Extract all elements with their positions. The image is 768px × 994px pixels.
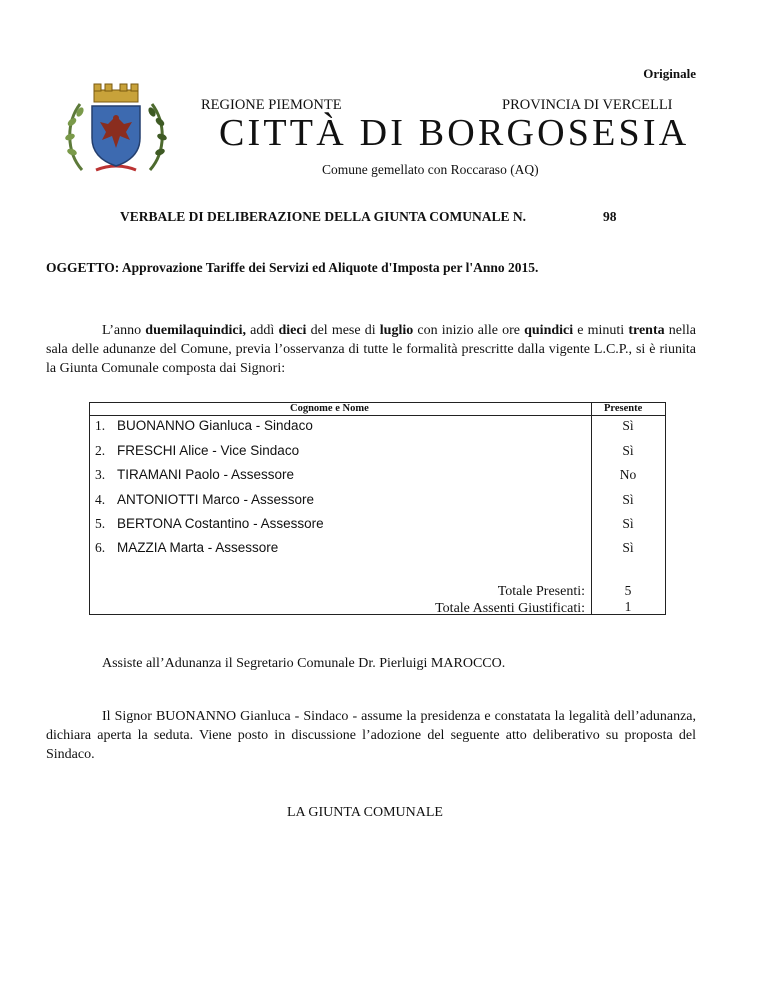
intro-text: del mese di bbox=[306, 323, 380, 338]
total-present-label: Totale Presenti: bbox=[497, 584, 585, 599]
intro-minutes: trenta bbox=[628, 323, 665, 338]
totals-labels bbox=[435, 583, 585, 617]
member-name: MAZZIA Marta - Assessore bbox=[117, 540, 279, 555]
section-heading: LA GIUNTA COMUNALE bbox=[287, 805, 443, 820]
twinned-note: Comune gemellato con Roccaraso (AQ) bbox=[322, 162, 539, 177]
secretary-statement: Assiste all’Adunanza il Segretario Comunale Dr. Pierluigi MAROCCO. bbox=[102, 656, 506, 671]
verbale-number: 98 bbox=[603, 209, 617, 224]
coat-of-arms-icon bbox=[62, 82, 170, 180]
member-present: Sì bbox=[622, 516, 634, 531]
total-absent-value: 1 bbox=[624, 599, 632, 614]
intro-hour: quindici bbox=[524, 323, 574, 338]
table-row bbox=[90, 492, 665, 512]
verbale-title: VERBALE DI DELIBERAZIONE DELLA GIUNTA COMUNALE N. bbox=[120, 209, 526, 224]
table-header-divider bbox=[90, 415, 665, 416]
member-name: FRESCHI Alice - Vice Sindaco bbox=[117, 443, 300, 458]
member-present: Sì bbox=[622, 418, 634, 433]
intro-text: addì bbox=[246, 323, 279, 338]
member-name: BUONANNO Gianluca - Sindaco bbox=[117, 418, 313, 433]
column-header-present: Presente bbox=[604, 403, 643, 414]
table-row bbox=[90, 540, 665, 560]
intro-text: e minuti bbox=[573, 323, 629, 338]
table-row bbox=[90, 467, 665, 487]
city-title: CITTÀ DI BORGOSESIA bbox=[219, 112, 690, 154]
row-number: 2. bbox=[95, 443, 106, 458]
intro-day: dieci bbox=[278, 323, 307, 338]
table-row bbox=[90, 418, 665, 438]
row-number: 6. bbox=[95, 540, 106, 555]
document-status: Originale bbox=[643, 66, 696, 81]
row-number: 3. bbox=[95, 467, 106, 482]
members-table bbox=[89, 402, 666, 615]
member-present: Sì bbox=[622, 492, 634, 507]
subject: OGGETTO: Approvazione Tariffe dei Servizi ed Aliquote d'Imposta per l'Anno 2015. bbox=[46, 260, 539, 275]
member-name: BERTONA Costantino - Assessore bbox=[117, 516, 324, 531]
member-present: No bbox=[619, 467, 637, 482]
total-present-value: 5 bbox=[624, 583, 632, 598]
table-row bbox=[90, 443, 665, 463]
member-name: TIRAMANI Paolo - Assessore bbox=[117, 467, 295, 482]
row-number: 5. bbox=[95, 516, 106, 531]
intro-year: duemilaquindici, bbox=[145, 323, 247, 338]
province-label: PROVINCIA DI VERCELLI bbox=[502, 97, 673, 113]
table-row bbox=[90, 516, 665, 536]
presidency-paragraph: Il Signor BUONANNO Gianluca - Sindaco - assume la presidenza e constatata la legalità dell’adunanza, dichiara aperta la seduta. Viene posto in discussione l’adozione del seguente atto deliberativo su proposta del Sindaco. bbox=[46, 709, 696, 762]
totals-values bbox=[591, 583, 665, 615]
region-label: REGIONE PIEMONTE bbox=[201, 97, 342, 113]
intro-text: nella sala delle adunanze del Comune, previa l’osservanza di tutte le formalità prescritte dalla vigente L.C.P., si è riunita la Giunta Comunale composta dai Signori: bbox=[46, 323, 696, 376]
intro-text: con inizio alle ore bbox=[413, 323, 525, 338]
row-number: 4. bbox=[95, 492, 106, 507]
intro-month: luglio bbox=[379, 323, 414, 338]
member-present: Sì bbox=[622, 540, 634, 555]
member-name: ANTONIOTTI Marco - Assessore bbox=[117, 492, 315, 507]
column-header-name: Cognome e Nome bbox=[290, 403, 369, 414]
intro-text: L’anno bbox=[102, 323, 146, 338]
intro-paragraph bbox=[46, 321, 696, 378]
total-absent-label: Totale Assenti Giustificati: bbox=[435, 601, 585, 616]
row-number: 1. bbox=[95, 418, 106, 433]
member-present: Sì bbox=[622, 443, 634, 458]
